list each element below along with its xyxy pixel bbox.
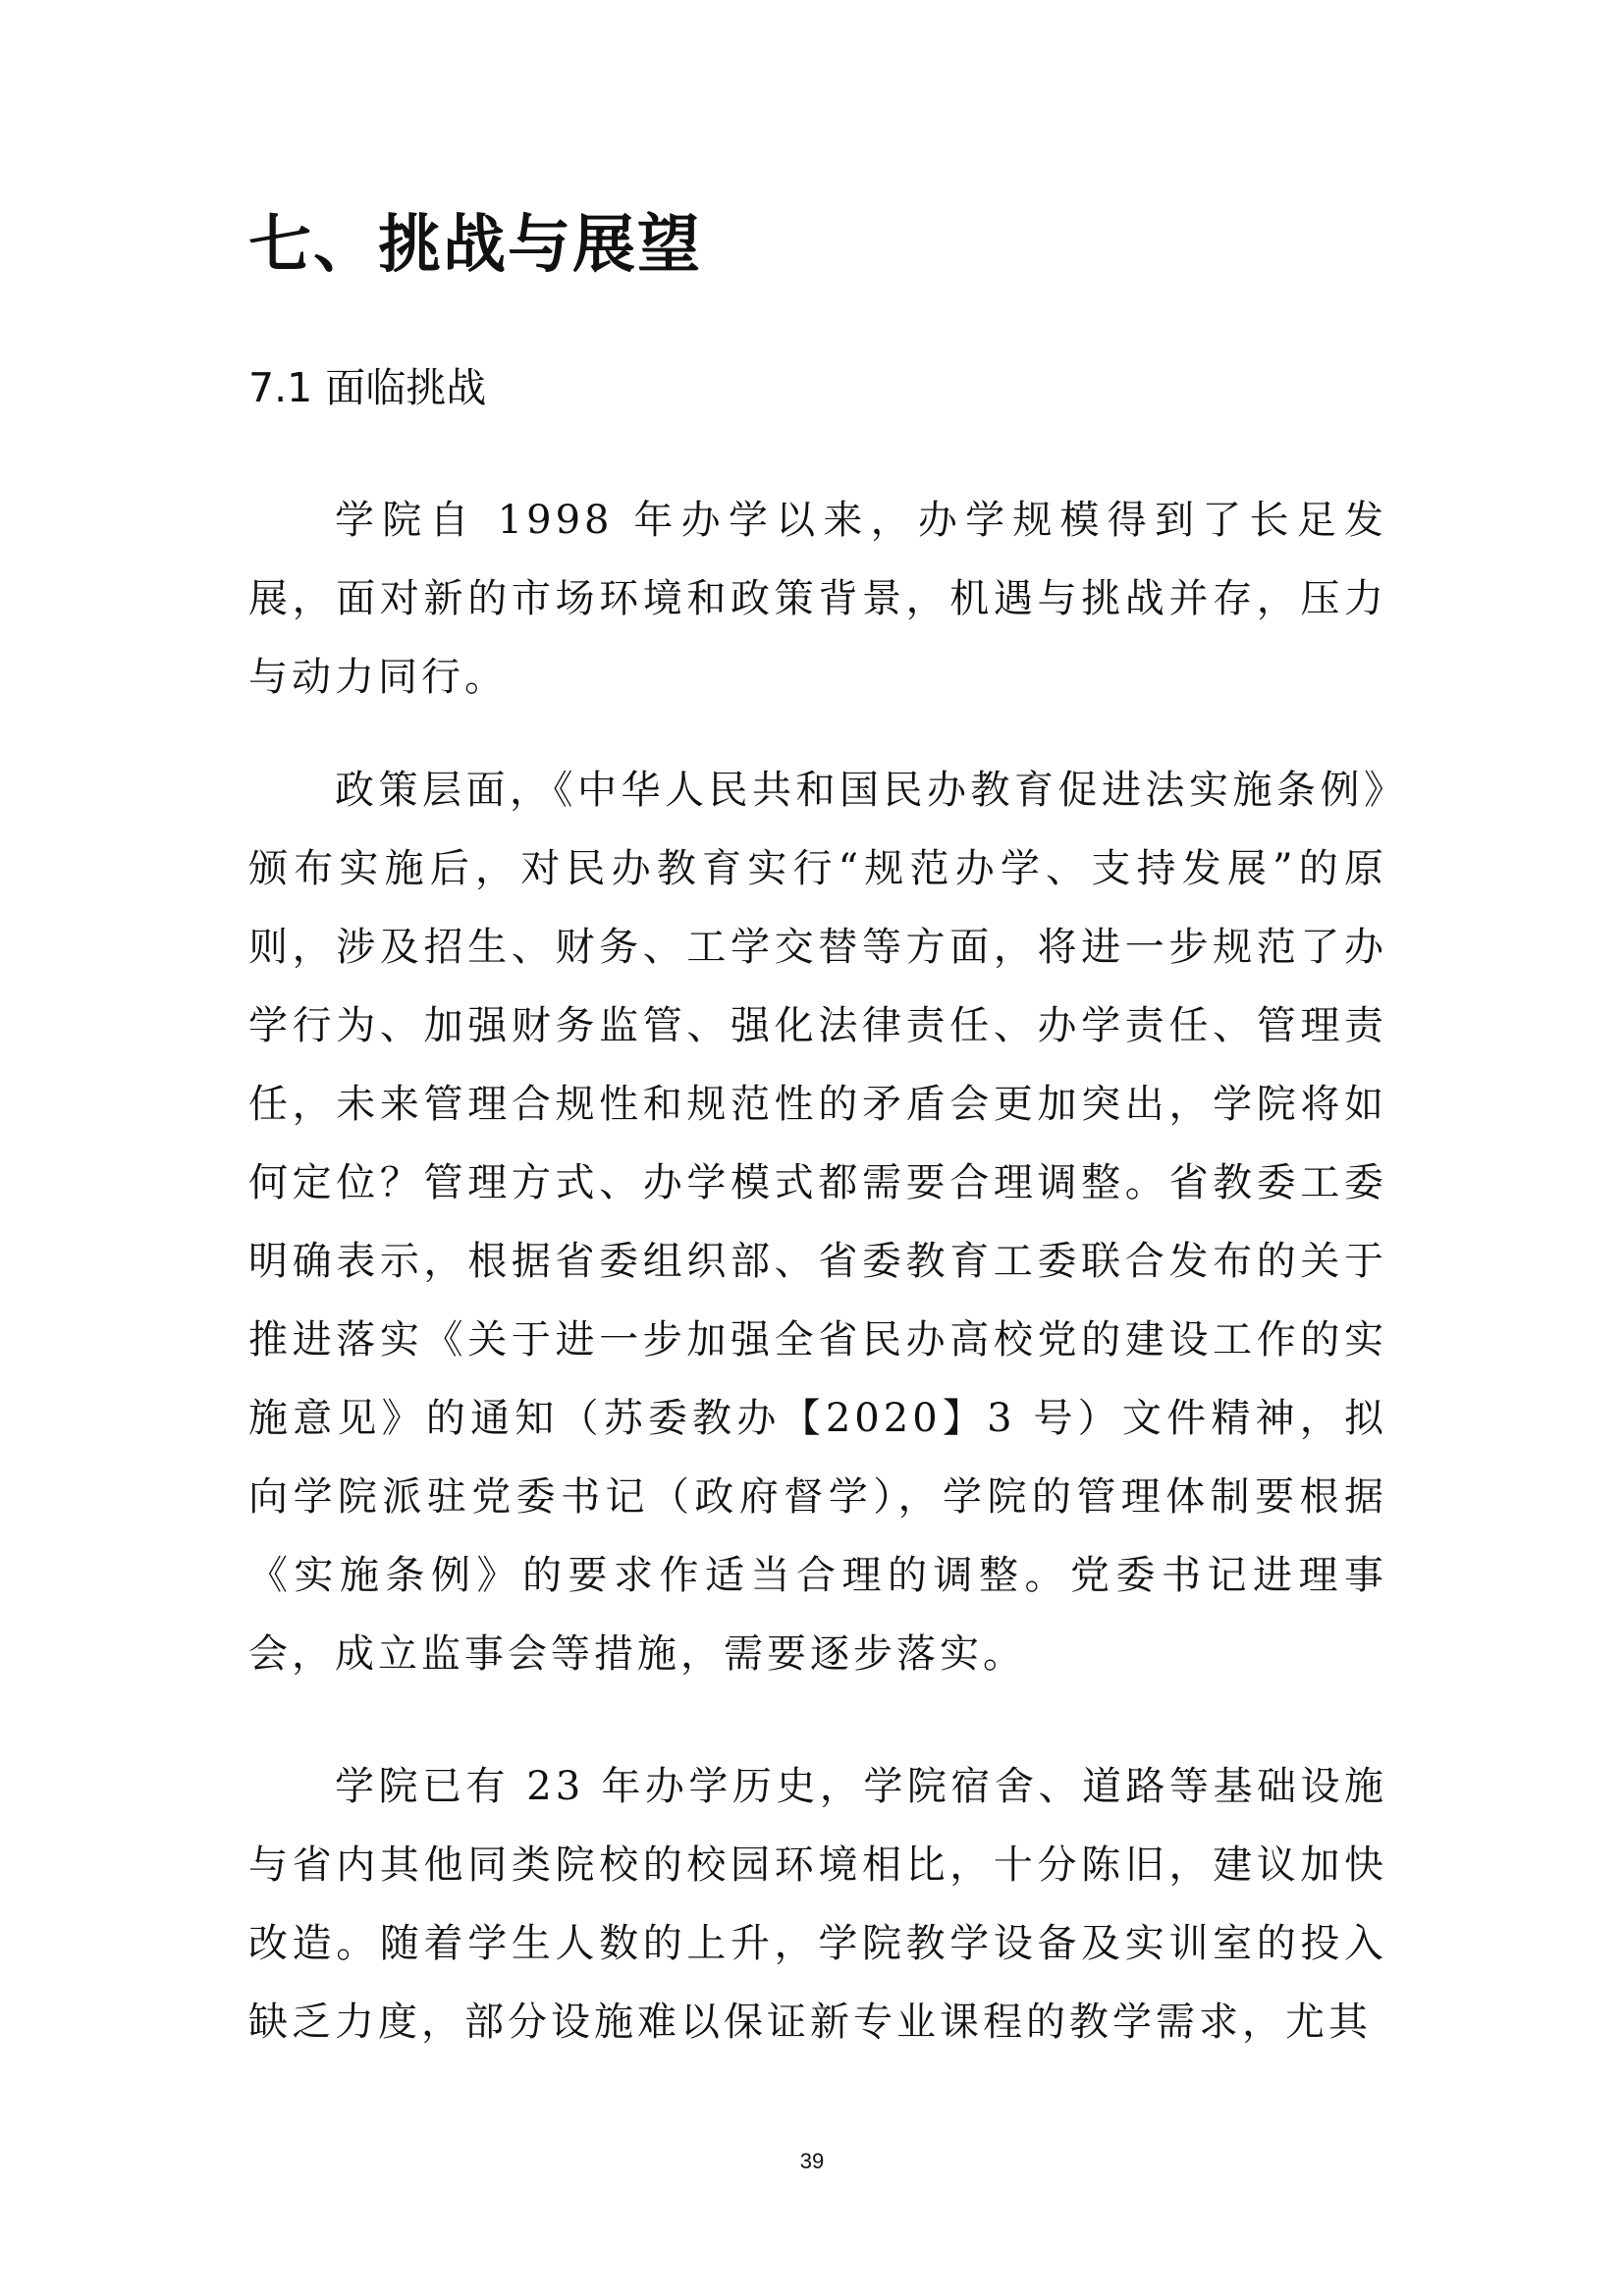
chapter-title: 七、挑战与展望 [248,209,702,282]
page-number: 39 [799,2149,825,2173]
section-title: 7.1 面临挑战 [248,364,487,411]
body-paragraph-2: 政策层面，《中华人民共和国民办教育促进法实施条例》颁布实施后，对民办教育实行“规范办学、支持发展”的原则，涉及招生、财务、工学交替等方面，将进一步规范了办学行为、加强财务监管、强化法律责任、办学责任、管理责任，未来管理合规性和规范性的矛盾会更加突出，学院将如何定位？管理方式、办学模式都需要合理调整。省教委工委明确表示，根据省委组织部、省委教育工委联合发布的关于推进落实《关于进一步加强全省民办高校党的建设工作的实施意见》的通知（苏委教办【2020】3 号）文件精神，拟向学院派驻党委书记（政府督学），学院的管理体制要根据《实施条例》的要求作适当合理的调整。党委书记进理事会，成立监事会等措施，需要逐步落实。 [248,768,1387,1677]
body-paragraph-1: 学院自 1998 年办学以来，办学规模得到了长足发展，面对新的市场环境和政策背景，机遇与挑战并存，压力与动力同行。 [248,498,1387,700]
body-paragraph-3: 学院已有 23 年办学历史，学院宿舍、道路等基础设施与省内其他同类院校的校园环境相比，十分陈旧，建议加快改造。随着学生人数的上升，学院教学设备及实训室的投入缺乏力度，部分设施难以保证新专业课程的教学需求，尤其 [248,1764,1387,2045]
